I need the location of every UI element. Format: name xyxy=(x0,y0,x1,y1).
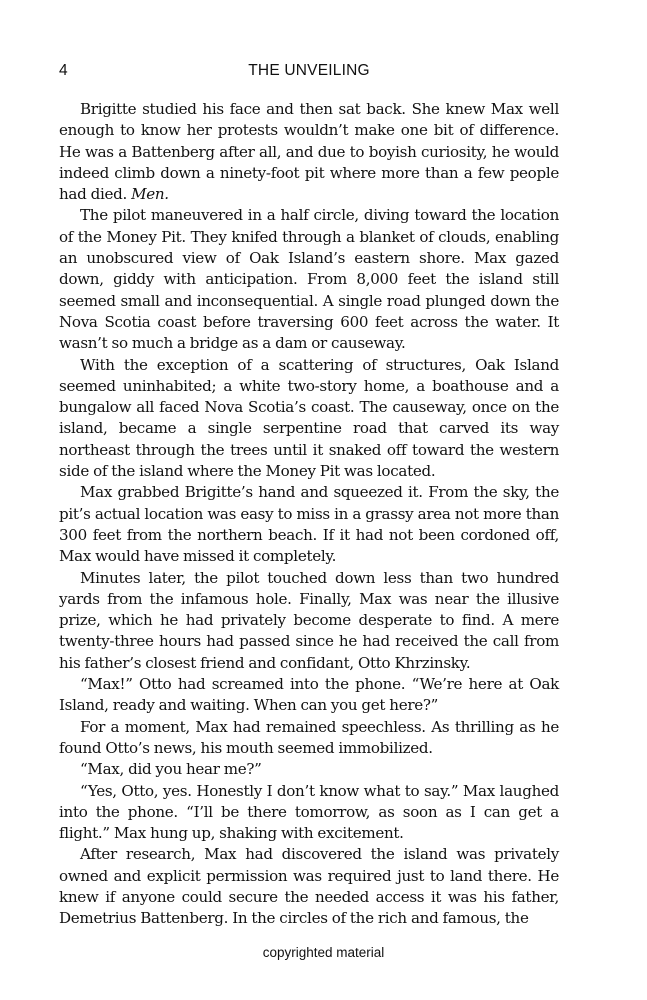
emphasized-text: Men. xyxy=(131,185,169,204)
page-number: 4 xyxy=(59,62,68,79)
paragraph-text: Brigitte studied his face and then sat back. She knew Max well enough to know her protests wouldn’t make one bit of difference. He was a Battenberg after all, and due to boyish curiosity, he would indeed climb down a ninety-foot pit where more than a few people had died. xyxy=(59,100,559,204)
paragraph: Max grabbed Brigitte’s hand and squeezed it. From the sky, the pit’s actual location was easy to miss in a grassy area not more than 300 feet from the northern beach. If it had not been cordoned off, Max would have missed it completely. xyxy=(59,483,559,566)
body-text xyxy=(59,99,559,930)
page-header xyxy=(59,62,559,84)
paragraph: The pilot maneuvered in a half circle, diving toward the location of the Money Pit. They knifed through a blanket of clouds, enabling an unobscured view of Oak Island’s eastern shore. Max gazed down, giddy with anticipation. From 8,000 feet the island still seemed small and inconsequential. A single road plunged down the Nova Scotia coast before traversing 600 feet across the water. It wasn’t so much a bridge as a dam or causeway. xyxy=(59,206,559,353)
paragraph xyxy=(59,99,559,205)
paragraph: “Max!” Otto had screamed into the phone. “We’re here at Oak Island, ready and waiting. When can you get here?” xyxy=(59,675,559,715)
paragraph: “Max, did you hear me?” xyxy=(80,760,262,779)
paragraph: For a moment, Max had remained speechless. As thrilling as he found Otto’s news, his mouth seemed immobilized. xyxy=(59,717,559,757)
copyright-footer: copyrighted material xyxy=(262,945,385,960)
paragraph: Minutes later, the pilot touched down less than two hundred yards from the infamous hole. Finally, Max was near the illusive prize, which he had privately become desperate to find. A mere twenty-three hours had passed since he had received the call from his father’s closest friend and confidant, Otto Khrzinsky. xyxy=(59,568,559,672)
paragraph: With the exception of a scattering of structures, Oak Island seemed uninhabited; a white two-story home, a boathouse and a bungalow all faced Nova Scotia’s coast. The causeway, once on the island, became a single serpentine road that carved its way northeast through the trees until it snaked off toward the western side of the island where the Money Pit was located. xyxy=(59,355,559,481)
running-head: THE UNVEILING xyxy=(248,62,370,79)
paragraph: “Yes, Otto, yes. Honestly I don’t know what to say.” Max laughed into the phone. “I’ll be there tomorrow, as soon as I can get a flight.” Max hung up, shaking with excitement. xyxy=(59,781,559,843)
paragraph: After research, Max had discovered the island was privately owned and explicit permission was required just to land there. He knew if anyone could secure the needed access it was his father, Demetrius Battenberg. In the circles of the rich and famous, the xyxy=(59,845,559,928)
